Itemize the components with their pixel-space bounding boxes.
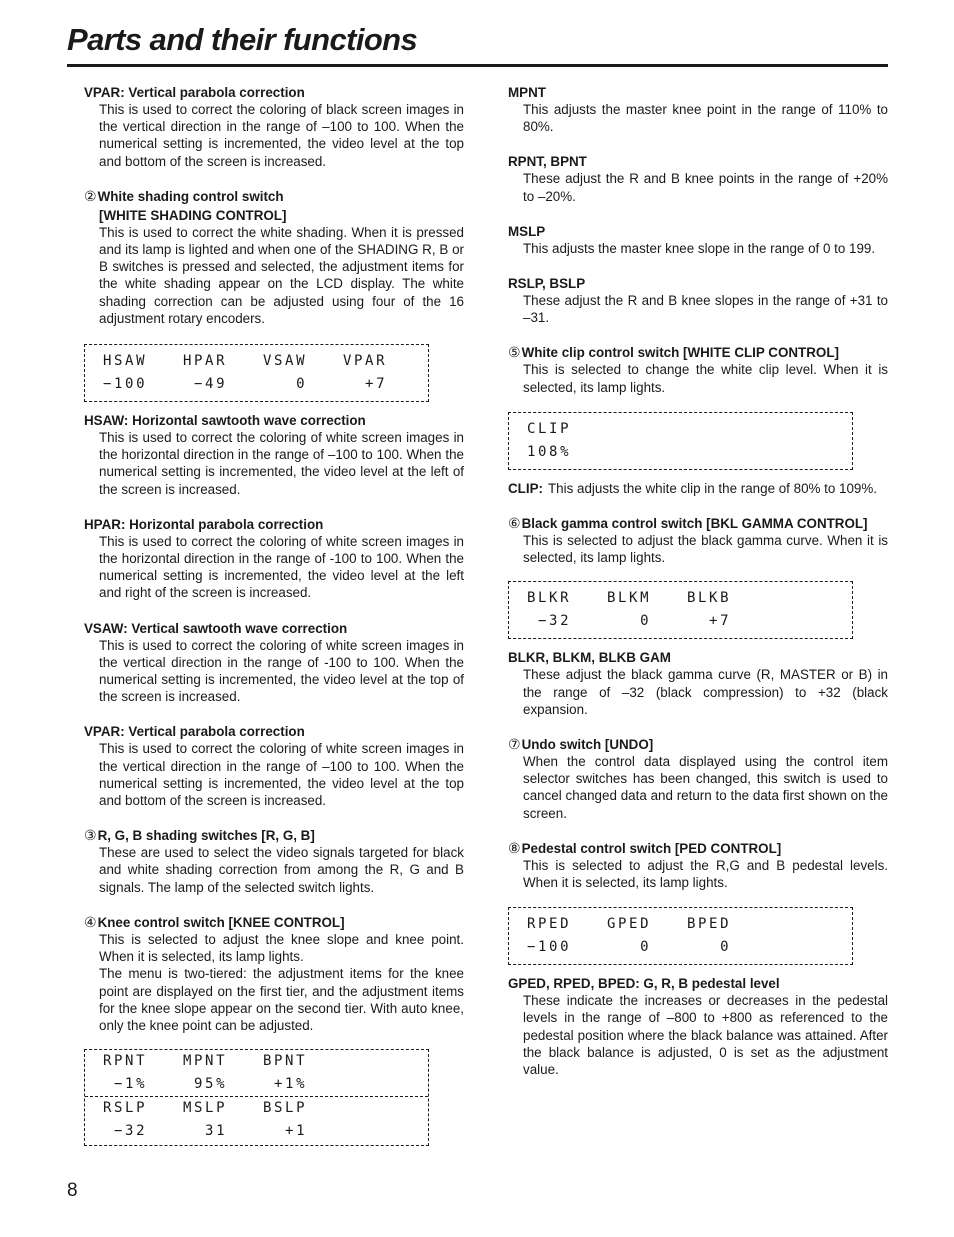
section-vsaw — [84, 620, 464, 706]
section-ped-level — [508, 975, 888, 1078]
section-heading — [508, 736, 888, 753]
lcd-label: RPNT — [103, 1053, 148, 1070]
lcd-label: CLIP — [527, 420, 572, 437]
lcd-value: −49 — [183, 376, 228, 393]
lcd-value: −100 — [103, 376, 148, 393]
lcd-label: HPAR — [183, 353, 228, 370]
section-text: These indicate the increases or decreases in the pedestal levels in the range of –800 to +800 as referenced to the pedestal position where the black balance was attained. After the black balance is adjusted, 0 is set as the adjustment value. — [523, 993, 888, 1078]
lcd-value: +1% — [263, 1076, 308, 1093]
section-heading: MPNT — [508, 85, 546, 100]
section-heading: VPAR: Vertical parabola correction — [84, 724, 305, 740]
section-heading: VPAR: Vertical parabola correction — [84, 85, 305, 100]
lcd-value: −1% — [103, 1076, 148, 1093]
section-heading: MSLP — [508, 223, 546, 239]
lcd-label: BSLP — [263, 1100, 308, 1117]
lcd-label: RSLP — [103, 1100, 148, 1117]
lcd-value: +7 — [687, 613, 732, 630]
lcd-value: 0 — [607, 613, 652, 630]
item-number: ③ — [84, 827, 97, 844]
lcd-value: 0 — [687, 939, 732, 956]
section-knee — [84, 914, 464, 1034]
heading-text: R, G, B shading switches [R, G, B] — [97, 828, 315, 844]
section-text: This is used to correct the coloring of white screen images in the horizontal direction in the range of –100 to 100. When the numerical setting is incremented, the video level at the left of the screen is increased. — [99, 430, 464, 497]
lcd-value: 0 — [263, 376, 308, 393]
item-number: ④ — [84, 913, 97, 930]
lcd-label: BLKM — [607, 590, 652, 607]
lcd-knee-display — [84, 1049, 429, 1146]
section-text: This is used to correct the coloring of white screen images in the vertical direction in the range of –100 to 100. When the numerical setting is incremented, the video level at the top and bottom of the screen is increased. — [99, 741, 464, 809]
section-mpnt — [508, 84, 888, 135]
clip-label: CLIP: — [508, 480, 543, 496]
left-column — [84, 84, 464, 1146]
section-heading: HPAR: Horizontal parabola correction — [84, 516, 324, 532]
lcd-gamma-display — [508, 581, 853, 639]
section-white-clip — [508, 344, 888, 395]
heading-text: Black gamma control switch [BKL GAMMA CONTROL] — [521, 516, 868, 532]
section-text: This is selected to adjust the black gamma curve. When it is selected, its lamp lights. — [523, 533, 888, 566]
section-text: This is selected to adjust the R,G and B pedestal levels. When it is selected, its lamp lights. — [523, 857, 888, 891]
heading-text: Knee control switch [KNEE CONTROL] — [97, 914, 345, 930]
section-rpnt — [508, 153, 888, 204]
section-undo — [508, 736, 888, 822]
lcd-label: VPAR — [343, 353, 388, 370]
section-blk-gam — [508, 649, 888, 718]
section-text: This is selected to adjust the knee slope and knee point. When it is selected, its lamp lights. — [99, 931, 464, 965]
section-vpar-white — [84, 723, 464, 809]
lcd-value: −32 — [527, 613, 572, 630]
lcd-label: VSAW — [263, 353, 308, 370]
lcd-pedestal-display — [508, 907, 853, 965]
heading-text: Undo switch [UNDO] — [521, 737, 654, 753]
section-rgb-shading — [84, 827, 464, 896]
title-rule — [67, 64, 888, 67]
section-heading — [84, 827, 464, 844]
section-heading: HSAW: Horizontal sawtooth wave correction — [84, 413, 366, 429]
lcd-label: MSLP — [183, 1100, 228, 1117]
lcd-value: 31 — [183, 1123, 228, 1140]
heading-line2: [WHITE SHADING CONTROL] — [99, 207, 287, 223]
item-number: ⑥ — [508, 515, 521, 532]
section-text: This is used to correct the coloring of white screen images in the horizontal direction in the range of -100 to 100. When the numerical setting is incremented, the video level at the left and right of the screen is increased. — [99, 533, 464, 601]
page-number: 8 — [67, 1180, 78, 1201]
item-number: ⑤ — [508, 344, 521, 361]
lcd-label: BPNT — [263, 1053, 308, 1070]
lcd-label: RPED — [527, 916, 572, 933]
section-text: This adjusts the master knee point in the range of 110% to 80%. — [523, 102, 888, 135]
section-text: These adjust the R and B knee points in the range of +20% to –20%. — [523, 171, 888, 204]
section-text: These are used to select the video signals targeted for black and white shading correction from among the R, G and B signals. The lamp of the selected switch lights. — [99, 845, 464, 895]
section-text: This is used to correct the white shading. When it is pressed and its lamp is lighted and when one of the SHADING R, B or B switches is pressed and selected, the adjustment items for the white shading appear on the LCD display. The white shading correction can be adjusted using four of the 16 adjustment rotary encoders. — [99, 224, 464, 326]
lcd-value: +1 — [263, 1123, 308, 1140]
lcd-value: 0 — [607, 939, 652, 956]
section-black-gamma — [508, 515, 888, 566]
section-heading — [84, 188, 464, 205]
page-title: Parts and their functions — [67, 22, 418, 57]
lcd-label: GPED — [607, 916, 652, 933]
section-white-shading — [84, 188, 464, 327]
section-heading: GPED, RPED, BPED: G, R, B pedestal level — [508, 976, 780, 992]
section-heading: RPNT, BPNT — [508, 154, 587, 170]
section-vpar-black — [84, 84, 464, 170]
heading-text: White clip control switch [WHITE CLIP CONTROL] — [521, 345, 839, 361]
lcd-label: BLKR — [527, 590, 572, 607]
item-number: ② — [84, 187, 97, 204]
lcd-label: BPED — [687, 916, 732, 933]
section-heading — [508, 840, 888, 857]
section-heading — [508, 344, 888, 361]
lcd-value: +7 — [343, 376, 388, 393]
right-column — [508, 84, 888, 1096]
section-text: These adjust the black gamma curve (R, MASTER or B) in the range of –32 (black compression) to +32 (black expansion. — [523, 667, 888, 717]
lcd-label: BLKB — [687, 590, 732, 607]
lcd-label: HSAW — [103, 353, 148, 370]
section-text: This adjusts the master knee slope in the range of 0 to 199. — [523, 240, 876, 256]
section-heading: RSLP, BSLP — [508, 276, 586, 292]
section-text: This adjusts the white clip in the range of 80% to 109%. — [548, 480, 878, 496]
section-heading: VSAW: Vertical sawtooth wave correction — [84, 620, 348, 636]
section-hpar — [84, 516, 464, 602]
section-rslp — [508, 275, 888, 326]
section-pedestal — [508, 840, 888, 891]
section-text: These adjust the R and B knee slopes in the range of +31 to –31. — [523, 293, 888, 326]
section-hsaw — [84, 412, 464, 498]
lcd-value: −100 — [527, 939, 572, 956]
section-heading — [84, 914, 464, 931]
lcd-shading-display — [84, 344, 429, 402]
lcd-value: −32 — [103, 1123, 148, 1140]
section-text: The menu is two-tiered: the adjustment items for the knee point are displayed on the first tier, and the adjustment items for the knee slope appear on the second tier. With auto knee, only the knee point can be adjusted. — [99, 966, 464, 1033]
lcd-value: 108% — [527, 443, 572, 460]
section-heading — [508, 515, 888, 532]
lcd-value: 95% — [183, 1076, 228, 1093]
section-text: This is used to correct the coloring of black screen images in the vertical direction in the range of –100 to 100. When the numerical setting is incremented, the video level at the top and bottom of the screen is increased. — [99, 102, 464, 169]
heading-line1: White shading control switch — [97, 188, 284, 204]
lcd-label: MPNT — [183, 1053, 228, 1070]
section-text: This is selected to change the white clip level. When it is selected, its lamp lights. — [523, 362, 888, 395]
section-clip — [508, 480, 888, 497]
heading-text: Pedestal control switch [PED CONTROL] — [521, 840, 782, 856]
item-number: ⑦ — [508, 736, 521, 753]
section-text: This is used to correct the coloring of white screen images in the vertical direction in the range of -100 to 100. When the numerical setting is incremented, the video level at the top of the screen is increased. — [99, 637, 464, 705]
lcd-clip-display — [508, 412, 853, 470]
item-number: ⑧ — [508, 839, 521, 856]
section-heading: BLKR, BLKM, BLKB GAM — [508, 650, 671, 666]
section-mslp — [508, 223, 888, 257]
section-text: When the control data displayed using the control item selector switches has been changed, this switch is used to cancel changed data and return to the data first shown on the screen. — [523, 754, 888, 821]
